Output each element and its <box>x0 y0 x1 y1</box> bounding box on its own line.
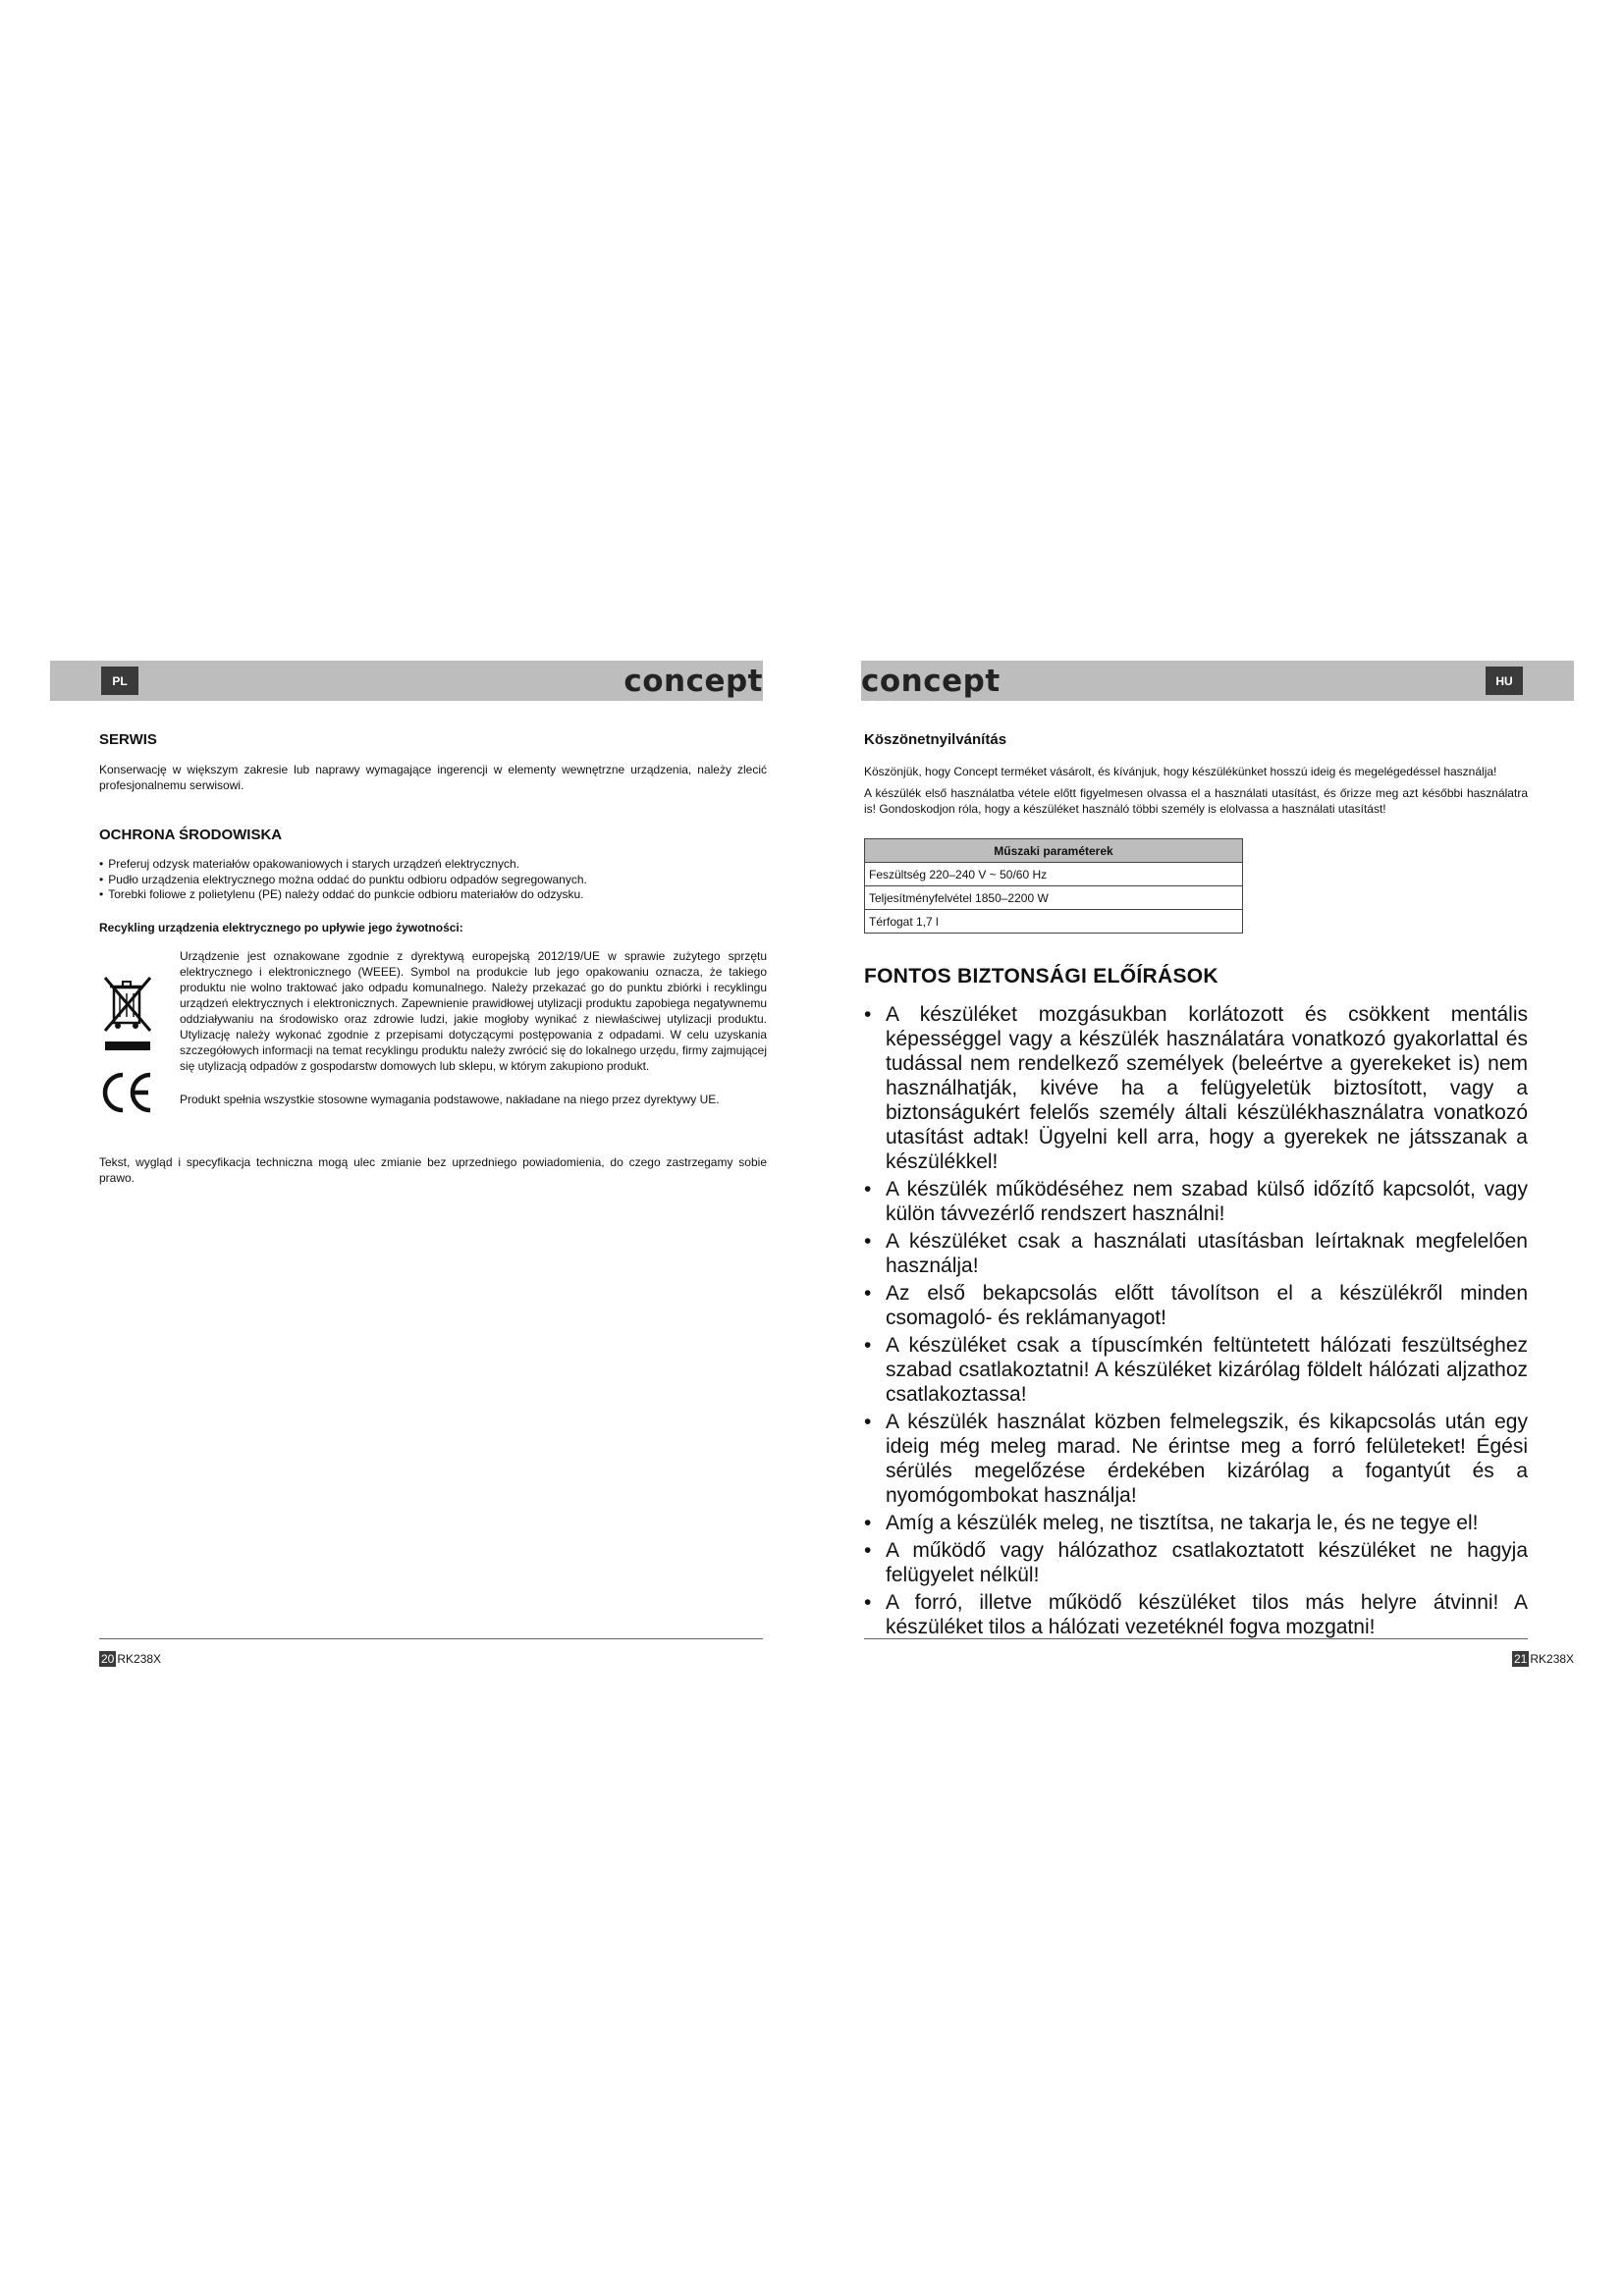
list-item: • A készüléket csak a használati utasításban leírtaknak megfelelően használja! <box>864 1229 1528 1278</box>
footer-left <box>99 1651 161 1667</box>
footer-right <box>1512 1651 1574 1667</box>
serwis-heading: SERWIS <box>99 731 157 748</box>
disclaimer-text: Tekst, wygląd i specyfikacja techniczna mogą ulec zmianie bez uprzedniego powiadomienia, do czego zastrzegamy sobie prawo. <box>99 1154 767 1185</box>
page-number: 21 <box>1514 1652 1528 1666</box>
safety-heading: FONTOS BIZTONSÁGI ELŐÍRÁSOK <box>864 965 1218 988</box>
list-item: • A készülék működéséhez nem szabad külső időzítő kapcsolót, vagy külön távvezérlő rendszert használni! <box>864 1177 1528 1226</box>
concept-logo-left: concept <box>623 663 763 699</box>
concept-logo-right: concept <box>861 663 1001 699</box>
table-row: Feszültség 220–240 V ~ 50/60 Hz <box>865 863 1243 886</box>
params-table <box>864 838 1243 934</box>
recykling-block <box>99 948 767 1121</box>
recykling-heading: Recykling urządzenia elektrycznego po upływie jego żywotności: <box>99 920 463 934</box>
list-item: • Amíg a készülék meleg, ne tisztítsa, ne takarja le, és ne tegye el! <box>864 1511 1528 1535</box>
left-header-bar <box>50 661 763 701</box>
icon-column <box>99 948 180 1121</box>
list-item: • Torebki foliowe z polietylenu (PE) należy oddać do punkcie odbioru materiałów do odzysku. <box>99 887 767 903</box>
right-page-content <box>864 731 1528 1642</box>
recykling-texts <box>180 948 767 1121</box>
table-row: Teljesítményfelvétel 1850–2200 W <box>865 886 1243 910</box>
list-item: • A forró, illetve működő készüléket tilos más helyre átvinni! A készüléket tilos a hálózati vezetéknél fogva mozgatni! <box>864 1590 1528 1639</box>
safety-list <box>864 1002 1528 1639</box>
list-item: • Preferuj odzysk materiałów opakowaniowych i starych urządzeń elektrycznych. <box>99 857 767 873</box>
recykling-text: Urządzenie jest oznakowane zgodnie z dyrektywą europejską 2012/19/UE w sprawie zużytego sprzętu elektrycznego i elektronicznego (WEEE). Symbol na produkcie lub jego opakowaniu oznacza, że takiego produktu nie wolno traktować jako odpadu komunalnego. Należy przekazać go do punktu zbiórki i recyklingu urządzeń elektrycznych i elektronicznych. Zapewnienie prawidłowej utylizacji produktu zapobiega negatywnemu oddziaływaniu na środowisko oraz zdrowie ludzi, jakie mogłoby wynikać z niewłaściwej utylizacji produktu. Utylizację należy wykonać zgodnie z przepisami dotyczącymi postępowania z odpadami. W celu uzyskania szczegółowych informacji na temat recyklingu produktu należy zwrócić się do lokalnego urzędu, firmy zajmującej się utylizacją odpadów z gospodarstw domowych lub sklepu, w którym zakupiono produkt. <box>180 948 767 1073</box>
ochrona-heading: OCHRONA ŚRODOWISKA <box>99 827 283 843</box>
list-item: • Az első bekapcsolás előtt távolítson el a készülékről minden csomagoló- és reklámanyagot! <box>864 1281 1528 1330</box>
serwis-text: Konserwację w większym zakresie lub naprawy wymagające ingerencji w elementy wewnętrzne urządzenia, należy zlecić profesjonalnemu serwisowi. <box>99 763 767 792</box>
list-item: • A készüléket csak a típuscímkén feltüntetett hálózati feszültséghez szabad csatlakoztatni! A készüléket kizárólag földelt hálózati aljzathoz csatlakoztassa! <box>864 1333 1528 1407</box>
ochrona-list <box>99 857 767 903</box>
table-row: Térfogat 1,7 l <box>865 910 1243 934</box>
model-label: RK238X <box>117 1652 162 1666</box>
params-table-title: Műszaki paraméterek <box>865 839 1243 863</box>
model-label: RK238X <box>1530 1652 1575 1666</box>
footer-divider-right <box>864 1638 1528 1639</box>
list-item: • A készüléket mozgásukban korlátozott és csökkent mentális képességgel vagy a készülék használatára vonatkozó gyakorlattal és tudással nem rendelkező személyek (beleértve a gyerekeket is) nem használhatják, kivéve ha a felügyeletük biztosított, vagy a biztonságukért felelős személy általi készülékhasználatra vonatkozó utasítást adtak! Ügyelni kell arra, hogy a gyerekek ne játsszanak a készülékkel! <box>864 1002 1528 1174</box>
ce-text: Produkt spełnia wszystkie stosowne wymagania podstawowe, nakładane na niego przez dyrektywy UE. <box>180 1092 720 1106</box>
thanks-text-1: Köszönjük, hogy Concept terméket vásárolt, és kívánjuk, hogy készülékünket hosszú ideig és megelégedéssel használja! <box>864 765 1497 778</box>
lang-badge-hu: HU <box>1486 667 1523 695</box>
left-page-content <box>99 731 767 1186</box>
list-item: • Pudło urządzenia elektrycznego można oddać do punktu odbioru odpadów segregowanych. <box>99 873 767 888</box>
lang-badge-pl: PL <box>101 667 138 695</box>
footer-divider-left <box>99 1638 763 1639</box>
crossed-bin-icon <box>99 970 156 1054</box>
right-header-bar <box>861 661 1574 701</box>
thanks-heading: Köszönetnyilvánítás <box>864 731 1007 748</box>
list-item: • A működő vagy hálózathoz csatlakoztatott készüléket ne hagyja felügyelet nélkül! <box>864 1538 1528 1587</box>
list-item: • A készülék használat közben felmelegszik, és kikapcsolás után egy ideig még meleg marad. Ne érintse meg a forró felületeket! Égési sérülés megelőzése érdekében kizárólag a fogantyút és a nyomógombokat használja! <box>864 1410 1528 1508</box>
thanks-text-2: A készülék első használatba vétele előtt figyelmesen olvassa el a használati utasítást, és őrizze meg azt későbbi használatra is! Gondoskodjon róla, hogy a készüléket használó többi személy is elolvassa a használati utasítást! <box>864 786 1528 816</box>
ce-mark-icon <box>99 1069 156 1116</box>
page-number: 20 <box>101 1652 115 1666</box>
